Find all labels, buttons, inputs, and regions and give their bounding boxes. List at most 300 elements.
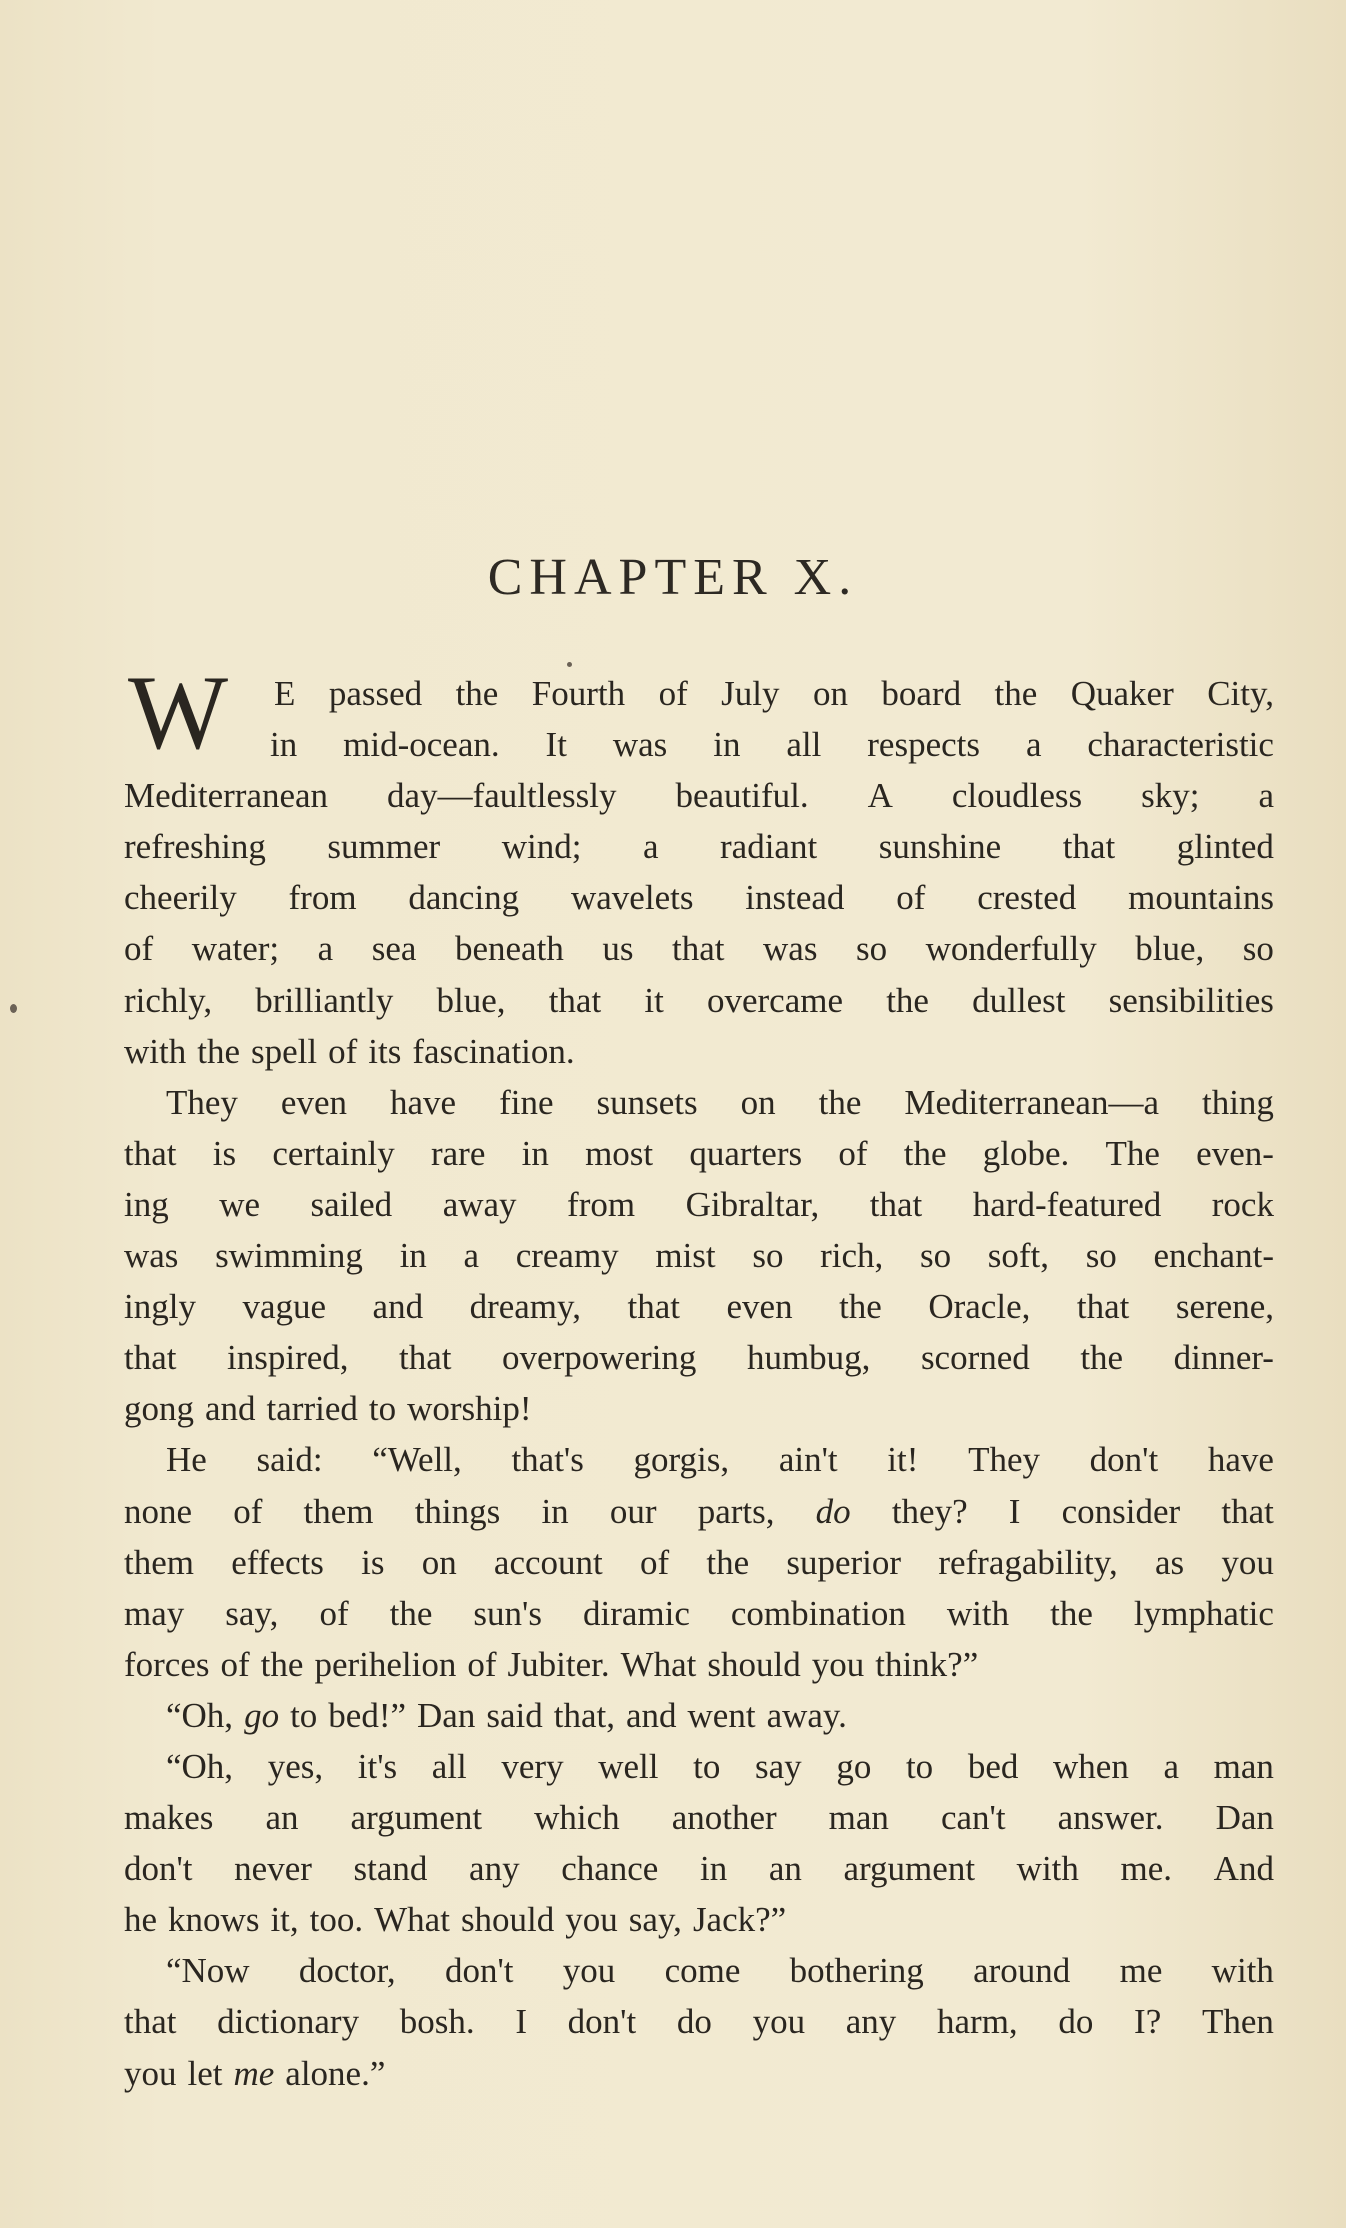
word: any — [469, 1849, 520, 1889]
word: gorgis, — [633, 1440, 730, 1480]
word: me. — [1120, 1849, 1173, 1889]
ink-speck — [567, 662, 572, 667]
word: answer. — [1057, 1798, 1164, 1838]
word: of — [896, 878, 926, 918]
word: stand — [353, 1849, 428, 1889]
word: wavelets — [571, 878, 694, 918]
word: wind; — [501, 827, 582, 867]
word: combination — [730, 1593, 906, 1633]
text-line — [124, 1434, 1274, 1485]
word: water; — [191, 929, 280, 969]
word: Then — [1201, 2002, 1274, 2042]
word: characteristic — [1087, 725, 1274, 765]
word: They — [968, 1440, 1040, 1480]
word: harm, — [937, 2002, 1018, 2042]
word: Mediterranean — [124, 776, 329, 816]
word: an — [265, 1798, 299, 1838]
word: you — [124, 2053, 177, 2093]
word: it! — [887, 1440, 919, 1480]
text-line — [124, 1179, 1274, 1230]
word: let — [187, 2053, 223, 2093]
word: do — [815, 1491, 851, 1531]
word: none — [124, 1491, 193, 1531]
text-line — [124, 1996, 1274, 2047]
paragraph — [124, 668, 1274, 1077]
word: knows — [168, 1900, 260, 1940]
word: summer — [327, 827, 441, 867]
text-line — [124, 770, 1274, 821]
word: cloudless — [951, 776, 1083, 816]
word: things — [414, 1491, 501, 1531]
word: effects — [231, 1542, 324, 1582]
word: a — [642, 827, 659, 867]
word: do — [1058, 2002, 1094, 2042]
word: overcame — [706, 980, 844, 1020]
word: ingly — [124, 1287, 196, 1327]
word: of — [319, 1593, 349, 1633]
word: never — [234, 1849, 312, 1889]
word: a — [1163, 1746, 1180, 1786]
word: say, — [628, 1900, 682, 1940]
word: makes — [124, 1798, 214, 1838]
word: with — [1211, 1951, 1274, 1991]
word: Quaker — [1070, 674, 1174, 713]
word: you — [752, 2002, 806, 2042]
word: as — [1155, 1542, 1185, 1582]
word: in — [270, 725, 298, 765]
word: man — [828, 1798, 889, 1838]
word: the — [389, 1593, 433, 1633]
word: have — [390, 1082, 457, 1122]
word: even — [280, 1082, 347, 1122]
word: instead — [745, 878, 845, 918]
word: the — [839, 1287, 882, 1327]
text-line — [124, 1894, 1274, 1945]
word: argument — [843, 1849, 976, 1889]
text-line — [124, 821, 1274, 872]
word: away. — [766, 1695, 847, 1735]
word: is — [361, 1542, 385, 1582]
word: any — [845, 2002, 897, 2042]
word: on — [740, 1082, 776, 1122]
word: the — [455, 674, 499, 713]
word: our — [609, 1491, 657, 1531]
word: dullest — [972, 980, 1066, 1020]
word: we — [219, 1184, 261, 1224]
word: bed — [967, 1746, 1019, 1786]
word: thing — [1201, 1082, 1274, 1122]
word: sunsets — [596, 1082, 698, 1122]
word: so — [1085, 1236, 1117, 1276]
text-line — [124, 668, 1274, 719]
word: an — [768, 1849, 802, 1889]
text-line — [124, 1128, 1274, 1179]
text-line — [124, 2048, 1274, 2099]
word: bosh. — [399, 2002, 475, 2042]
word: too. — [309, 1900, 364, 1940]
word: brilliantly — [255, 980, 394, 1020]
word: City, — [1207, 674, 1274, 713]
chapter-title: CHAPTER X. — [487, 549, 859, 606]
word: said: — [256, 1440, 323, 1480]
drop-cap: W — [128, 654, 229, 771]
word: that — [124, 1338, 177, 1378]
word: don't — [444, 1951, 514, 1991]
word: He — [166, 1440, 207, 1480]
word: so — [1242, 929, 1274, 969]
word: most — [585, 1133, 654, 1173]
word: I — [515, 2002, 527, 2042]
word: beautiful. — [675, 776, 809, 816]
word: spell — [251, 1031, 318, 1071]
word: to — [905, 1746, 934, 1786]
word: the — [260, 1644, 304, 1684]
word: go — [836, 1746, 872, 1786]
word: A — [867, 776, 893, 816]
word: well — [598, 1746, 659, 1786]
word: E — [274, 674, 296, 713]
chapter-body — [124, 668, 1274, 2099]
word: on — [812, 674, 848, 713]
word: creamy — [515, 1236, 619, 1276]
word: with — [124, 1031, 187, 1071]
word: the — [1080, 1338, 1124, 1378]
word: What — [620, 1644, 697, 1684]
word: the — [886, 980, 929, 1020]
word: a — [317, 929, 334, 969]
text-line — [124, 1945, 1274, 1996]
word: its — [368, 1031, 402, 1071]
word: yes, — [267, 1746, 324, 1786]
word: beneath — [454, 929, 564, 969]
word: and — [372, 1287, 424, 1327]
word: diramic — [582, 1593, 690, 1633]
word: wonderfully — [925, 929, 1097, 969]
paragraph — [124, 1945, 1274, 2098]
word: mid-ocean. — [343, 725, 500, 765]
word: overpowering — [502, 1338, 697, 1378]
text-line — [124, 1077, 1274, 1128]
word: and — [205, 1389, 256, 1429]
word: worship! — [407, 1389, 532, 1429]
word: ing — [124, 1184, 169, 1224]
word: can't — [940, 1798, 1006, 1838]
word: man — [1213, 1746, 1274, 1786]
word: enchant- — [1153, 1236, 1274, 1276]
word: dictionary — [217, 2002, 360, 2042]
word: sunshine — [878, 827, 1002, 867]
word: Gibraltar, — [685, 1184, 820, 1224]
word: that — [548, 980, 602, 1020]
word: humbug, — [746, 1338, 871, 1378]
word: in — [699, 1849, 728, 1889]
word: that — [1076, 1287, 1130, 1327]
word: I — [1008, 1491, 1021, 1531]
word: do — [676, 2002, 712, 2042]
word: don't — [124, 1849, 193, 1889]
word: so — [919, 1236, 952, 1276]
word: certainly — [272, 1133, 395, 1173]
text-line — [124, 1741, 1274, 1792]
word: account — [493, 1542, 603, 1582]
word: me — [1119, 1951, 1163, 1991]
word: it's — [357, 1746, 398, 1786]
word: of — [639, 1542, 670, 1582]
word: the — [818, 1082, 862, 1122]
word: bed!” — [328, 1695, 407, 1735]
word: that — [627, 1287, 680, 1327]
text-line — [124, 1486, 1274, 1537]
word: It — [545, 725, 567, 765]
word: that — [1062, 827, 1116, 867]
word: that — [124, 1133, 177, 1173]
word: Dan — [417, 1695, 476, 1735]
word: sun's — [473, 1593, 542, 1633]
word: don't — [1089, 1440, 1159, 1480]
word: perihelion — [314, 1644, 457, 1684]
word: Dan — [1215, 1798, 1274, 1838]
word: them — [303, 1491, 374, 1531]
word: Oracle, — [928, 1287, 1031, 1327]
word: of — [220, 1644, 250, 1684]
word: all — [786, 725, 822, 765]
word: the — [903, 1133, 947, 1173]
word: argument — [350, 1798, 483, 1838]
word: blue, — [1135, 929, 1205, 969]
ink-speck — [10, 1004, 17, 1013]
text-line — [124, 1537, 1274, 1588]
word: all — [431, 1746, 467, 1786]
word: went — [687, 1695, 756, 1735]
word: And — [1213, 1849, 1274, 1889]
word: dreamy, — [469, 1287, 582, 1327]
word: consider — [1061, 1491, 1181, 1531]
word: They — [166, 1082, 238, 1122]
word: gong — [124, 1389, 194, 1429]
word: What — [374, 1900, 450, 1940]
word: don't — [567, 2002, 637, 2042]
word: of — [124, 929, 154, 969]
word: of — [658, 674, 688, 713]
word: richly, — [124, 980, 213, 1020]
word: day—faultlessly — [387, 776, 617, 816]
word: should — [460, 1900, 555, 1940]
word: sensibilities — [1108, 980, 1274, 1020]
word: rock — [1211, 1184, 1274, 1224]
word: radiant — [720, 827, 818, 867]
word: in — [399, 1236, 427, 1276]
word: scorned — [920, 1338, 1030, 1378]
word: fine — [499, 1082, 554, 1122]
word: doctor, — [298, 1951, 396, 1991]
word: “Oh, — [166, 1695, 234, 1735]
word: soft, — [987, 1236, 1050, 1276]
word: was — [763, 929, 818, 969]
word: the — [197, 1031, 240, 1071]
word: you — [562, 1951, 616, 1991]
word: with — [1016, 1849, 1079, 1889]
word: globe. — [982, 1133, 1070, 1173]
word: cheerily — [124, 878, 237, 918]
word: a — [1258, 776, 1274, 816]
word: to — [368, 1389, 397, 1429]
word: on — [421, 1542, 457, 1582]
word: to — [290, 1695, 318, 1735]
word: refragability, — [938, 1542, 1118, 1582]
word: Jack?” — [692, 1900, 787, 1940]
word: even — [726, 1287, 793, 1327]
word: sky; — [1141, 776, 1200, 816]
text-line — [124, 1383, 1274, 1434]
text-line — [124, 975, 1274, 1026]
word: glinted — [1176, 827, 1274, 867]
word: with — [946, 1593, 1010, 1633]
word: you — [565, 1900, 618, 1940]
word: the — [706, 1542, 750, 1582]
word: refreshing — [124, 827, 266, 867]
word: another — [671, 1798, 777, 1838]
word: rare — [430, 1133, 486, 1173]
word: from — [288, 878, 357, 918]
word: mountains — [1128, 878, 1274, 918]
word: sea — [371, 929, 417, 969]
word: mist — [655, 1236, 716, 1276]
word: lymphatic — [1133, 1593, 1274, 1633]
word: away — [442, 1184, 517, 1224]
word: that — [672, 929, 725, 969]
word: that — [124, 2002, 177, 2042]
word: go — [244, 1695, 280, 1735]
word: hard-featured — [972, 1184, 1162, 1224]
word: in — [713, 725, 741, 765]
word: that, — [553, 1695, 615, 1735]
text-line — [124, 1230, 1274, 1281]
word: in — [521, 1133, 549, 1173]
word: it — [644, 980, 664, 1020]
word: The — [1105, 1133, 1160, 1173]
word: have — [1207, 1440, 1274, 1480]
word: when — [1053, 1746, 1129, 1786]
word: crested — [977, 878, 1077, 918]
word: bothering — [789, 1951, 924, 1991]
word: ain't — [778, 1440, 838, 1480]
word: of — [467, 1644, 497, 1684]
word: they? — [891, 1491, 968, 1531]
word: even- — [1196, 1133, 1274, 1173]
word: “Well, — [372, 1440, 462, 1480]
word: respects — [867, 725, 981, 765]
word: around — [973, 1951, 1071, 1991]
word: you — [811, 1644, 865, 1684]
word: very — [501, 1746, 564, 1786]
word: say, — [225, 1593, 279, 1633]
word: so — [752, 1236, 784, 1276]
word: he — [124, 1900, 158, 1940]
word: vague — [242, 1287, 327, 1327]
word: the — [994, 674, 1038, 713]
word: come — [664, 1951, 741, 1991]
word: board — [881, 674, 962, 713]
word: that's — [511, 1440, 584, 1480]
word: Jubiter. — [507, 1644, 610, 1684]
word: that — [869, 1184, 923, 1224]
word: was — [612, 725, 668, 765]
word: of — [328, 1031, 358, 1071]
word: a — [1025, 725, 1042, 765]
word: it, — [270, 1900, 299, 1940]
word: that — [1221, 1491, 1274, 1531]
paragraph — [124, 1690, 1274, 1741]
word: dinner- — [1173, 1338, 1274, 1378]
text-line — [124, 1690, 1274, 1741]
word: a — [463, 1236, 480, 1276]
word: superior — [786, 1542, 902, 1582]
word: them — [124, 1542, 194, 1582]
word: inspired, — [227, 1338, 349, 1378]
paragraph — [124, 1077, 1274, 1435]
text-line — [124, 1792, 1274, 1843]
text-line — [124, 719, 1274, 770]
word: parts, — [697, 1491, 775, 1531]
word: rich, — [820, 1236, 884, 1276]
word: July — [721, 674, 780, 713]
word: forces — [124, 1644, 210, 1684]
word: dancing — [408, 878, 520, 918]
word: sailed — [310, 1184, 393, 1224]
word: so — [855, 929, 888, 969]
word: me — [233, 2053, 275, 2093]
word: serene, — [1175, 1287, 1274, 1327]
text-line — [124, 872, 1274, 923]
word: and — [625, 1695, 677, 1735]
word: blue, — [436, 980, 506, 1020]
word: “Oh, — [166, 1746, 234, 1786]
word: of — [838, 1133, 868, 1173]
word: think?” — [875, 1644, 979, 1684]
text-line — [124, 1281, 1274, 1332]
word: that — [399, 1338, 452, 1378]
paragraph — [124, 1741, 1274, 1945]
word: was — [124, 1236, 179, 1276]
word: should — [707, 1644, 801, 1684]
word: Mediterranean—a — [904, 1082, 1159, 1122]
word: us — [602, 929, 634, 969]
word: tarried — [266, 1389, 358, 1429]
word: in — [541, 1491, 569, 1531]
word: you — [1221, 1542, 1274, 1582]
word: is — [212, 1133, 237, 1173]
word: swimming — [215, 1236, 363, 1276]
word: “Now — [166, 1951, 250, 1991]
text-line — [124, 1843, 1274, 1894]
text-line — [124, 923, 1274, 974]
word: alone.” — [285, 2053, 386, 2093]
text-line — [124, 1026, 1274, 1077]
word: said — [486, 1695, 543, 1735]
word: passed — [328, 674, 423, 713]
word: may — [124, 1593, 185, 1633]
word: of — [233, 1491, 263, 1531]
text-line — [124, 1588, 1274, 1639]
word: fascination. — [412, 1031, 575, 1071]
word: chance — [561, 1849, 659, 1889]
text-line — [124, 1332, 1274, 1383]
paragraph — [124, 1434, 1274, 1689]
word: Fourth — [531, 674, 626, 713]
word: say — [755, 1746, 802, 1786]
word: quarters — [689, 1133, 803, 1173]
word: from — [567, 1184, 636, 1224]
